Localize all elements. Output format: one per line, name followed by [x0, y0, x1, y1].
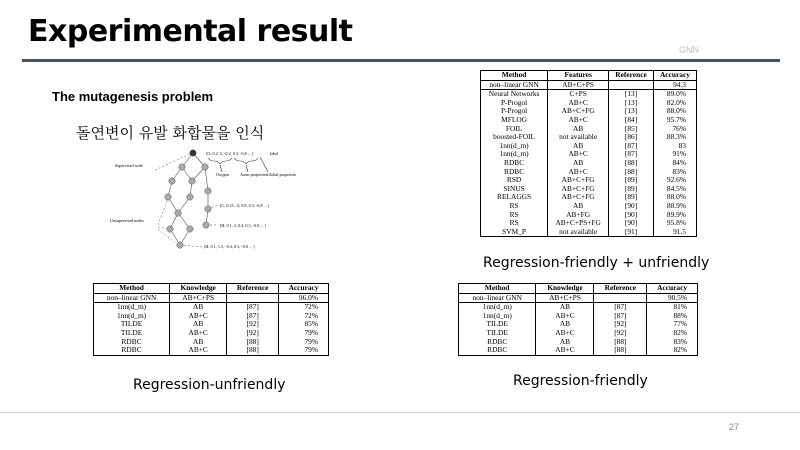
- method-cell: TILDE: [459, 320, 536, 329]
- accuracy-cell: 77%: [673, 319, 687, 329]
- reference-cell: [87]: [227, 303, 279, 312]
- accuracy-cell: 76%: [672, 123, 686, 133]
- method-cell: RS: [481, 219, 548, 228]
- header-knowledge: Knowledge: [536, 284, 594, 294]
- knowledge-cell: not available: [548, 133, 609, 142]
- knowledge-cell: AB+C: [536, 312, 594, 321]
- knowledge-cell: AB: [536, 338, 594, 347]
- method-cell: P-Progol: [481, 99, 548, 108]
- accuracy-cell: 90.5%: [647, 293, 698, 303]
- method-cell: RELAGGS: [481, 193, 548, 202]
- knowledge-cell: AB: [548, 142, 609, 151]
- method-cell: RS: [481, 211, 548, 220]
- header-reference: Reference: [594, 284, 647, 294]
- subheading: The mutagenesis problem: [52, 89, 214, 104]
- reference-cell: [92]: [594, 329, 647, 338]
- reference-cell: [92]: [227, 329, 279, 338]
- header-method: Method: [459, 284, 536, 294]
- reference-cell: [88]: [594, 338, 647, 347]
- method-cell: MFLOG: [481, 116, 548, 125]
- header-method: Method: [94, 284, 170, 294]
- diagram-label-atom: Atom properties: [240, 172, 268, 177]
- accuracy-cell: 82%: [673, 345, 687, 355]
- method-cell: RDBC: [94, 346, 170, 355]
- header-knowledge: Knowledge: [170, 284, 227, 294]
- accuracy-cell: 88.0%: [666, 106, 686, 116]
- knowledge-cell: AB+C+PS+FG: [548, 219, 609, 228]
- header-reference: Reference: [227, 284, 279, 294]
- reference-cell: [92]: [227, 320, 279, 329]
- diagram-label-h1: [H, 0.1, 2, 0.4, 0.3, -0.8 ... ]: [220, 223, 266, 228]
- method-cell: boosted-FOIL: [481, 133, 548, 142]
- diagram-label-top: [O, 0.2, 5, -0.2, 0.3, -0.8 ... ]: [206, 151, 254, 156]
- accuracy-cell: 88%: [673, 310, 687, 320]
- accuracy-cell: 88.0%: [666, 192, 686, 202]
- accuracy-cell: 83: [678, 140, 686, 150]
- accuracy-cell: 89.9%: [666, 209, 686, 219]
- caption-unfriendly: Regression-unfriendly: [133, 377, 286, 393]
- accuracy-cell: 81%: [673, 302, 687, 312]
- knowledge-cell: AB: [536, 303, 594, 312]
- knowledge-cell: AB+C: [170, 346, 227, 355]
- reference-cell: [86]: [609, 133, 654, 142]
- accuracy-cell: 79%: [304, 336, 318, 346]
- method-cell: 1nn(d_m): [94, 303, 170, 312]
- knowledge-cell: AB+C: [170, 312, 227, 321]
- reference-cell: [88]: [227, 338, 279, 347]
- accuracy-cell: 95.7%: [666, 114, 686, 124]
- accuracy-cell: 96.0%: [279, 293, 329, 303]
- reference-cell: [87]: [594, 303, 647, 312]
- method-cell: TILDE: [94, 329, 170, 338]
- method-cell: Neural Networks: [481, 90, 548, 99]
- knowledge-cell: AB: [548, 202, 609, 211]
- slide-title: Experimental result: [28, 14, 353, 49]
- reference-cell: [92]: [594, 320, 647, 329]
- table-row: [481, 228, 697, 237]
- reference-cell: [90]: [609, 202, 654, 211]
- molecule-graph-diagram: [110, 145, 320, 265]
- knowledge-cell: AB+C+FG: [548, 185, 609, 194]
- accuracy-cell: 84%: [672, 157, 686, 167]
- knowledge-cell: AB+C: [548, 99, 609, 108]
- page-number: 27: [729, 422, 740, 432]
- knowledge-cell: AB: [170, 303, 227, 312]
- gnn-tag: GNN: [679, 45, 699, 55]
- knowledge-cell: AB: [170, 320, 227, 329]
- header-features: Features: [548, 71, 609, 81]
- method-cell: non–linear GNN: [481, 80, 548, 90]
- results-table-overall: [480, 70, 697, 237]
- header-accuracy: Accuracy: [279, 284, 329, 294]
- method-cell: RSD: [481, 176, 548, 185]
- knowledge-cell: AB+C+PS: [548, 80, 609, 90]
- diagram-label-c: [C, 0.15, -2, 0.8, 0.3, -0.8 ... ]: [220, 203, 270, 208]
- accuracy-cell: 79%: [304, 345, 318, 355]
- method-cell: RDBC: [459, 346, 536, 355]
- caption-friendly: Regression-friendly: [513, 373, 648, 389]
- reference-cell: [88]: [609, 168, 654, 177]
- accuracy-cell: 88.3%: [666, 132, 686, 142]
- knowledge-cell: AB: [548, 125, 609, 134]
- accuracy-cell: 79%: [304, 327, 318, 337]
- results-table-unfriendly: [93, 283, 329, 356]
- diagram-label-supervised: Supervised node: [115, 163, 143, 168]
- reference-cell: [88]: [227, 346, 279, 355]
- knowledge-cell: AB+C: [548, 116, 609, 125]
- method-cell: 1nn(d_m): [481, 142, 548, 151]
- method-cell: RS: [481, 202, 548, 211]
- accuracy-cell: 91%: [672, 149, 686, 159]
- knowledge-cell: AB+C+PS: [170, 293, 227, 303]
- reference-cell: [13]: [609, 99, 654, 108]
- knowledge-cell: AB+C+FG: [548, 107, 609, 116]
- reference-cell: [90]: [609, 219, 654, 228]
- accuracy-cell: 95.8%: [666, 218, 686, 228]
- accuracy-cell: 82%: [673, 327, 687, 337]
- accuracy-cell: 82.0%: [666, 97, 686, 107]
- knowledge-cell: AB+C: [170, 329, 227, 338]
- accuracy-cell: 72%: [304, 302, 318, 312]
- method-cell: non–linear GNN: [94, 293, 170, 303]
- header-method: Method: [481, 71, 548, 81]
- knowledge-cell: AB+C: [536, 329, 594, 338]
- method-cell: 1nn(d_m): [459, 303, 536, 312]
- header-reference: Reference: [609, 71, 654, 81]
- accuracy-cell: 84.5%: [666, 183, 686, 193]
- accuracy-cell: 83%: [672, 166, 686, 176]
- reference-cell: [89]: [609, 193, 654, 202]
- method-cell: RDBC: [459, 338, 536, 347]
- method-cell: RDBC: [481, 159, 548, 168]
- reference-cell: [13]: [609, 107, 654, 116]
- method-cell: 1nn(d_m): [94, 312, 170, 321]
- accuracy-cell: 83%: [673, 336, 687, 346]
- reference-cell: [84]: [609, 116, 654, 125]
- accuracy-cell: 85%: [304, 319, 318, 329]
- accuracy-cell: 94.3: [653, 80, 696, 90]
- diagram-label-h2: [H, 0.1, 1.5, -0.4, 0.3, -0.8 ... ]: [204, 244, 255, 249]
- knowledge-cell: AB+FG: [548, 211, 609, 220]
- accuracy-cell: 91.5: [673, 226, 686, 236]
- reference-cell: [85]: [609, 125, 654, 134]
- caption-overall: Regression-friendly + unfriendly: [483, 255, 710, 271]
- diagram-label-global: Global properties: [267, 172, 297, 177]
- reference-cell: [90]: [609, 211, 654, 220]
- footer-rule: [0, 412, 800, 413]
- method-cell: TILDE: [94, 320, 170, 329]
- results-table-friendly: [458, 283, 698, 356]
- table-row: [459, 346, 698, 355]
- method-cell: RDBC: [94, 338, 170, 347]
- knowledge-cell: not available: [548, 228, 609, 237]
- diagram-label-label: label: [270, 151, 279, 156]
- method-cell: P-Progol: [481, 107, 548, 116]
- knowledge-cell: C+PS: [548, 90, 609, 99]
- reference-cell: [91]: [609, 228, 654, 237]
- method-cell: SINUS: [481, 185, 548, 194]
- knowledge-cell: AB+C: [548, 168, 609, 177]
- method-cell: RDBC: [481, 168, 548, 177]
- reference-cell: [89]: [609, 185, 654, 194]
- method-cell: 1nn(d_m): [481, 150, 548, 159]
- knowledge-cell: AB+C: [536, 346, 594, 355]
- accuracy-cell: 89.0%: [666, 89, 686, 99]
- reference-cell: [88]: [594, 346, 647, 355]
- title-rule: [22, 59, 780, 62]
- knowledge-cell: AB: [170, 338, 227, 347]
- diagram-label-oxygen: Oxygen: [216, 172, 230, 177]
- reference-cell: [87]: [609, 150, 654, 159]
- reference-cell: [88]: [609, 159, 654, 168]
- method-cell: 1nn(d_m): [459, 312, 536, 321]
- korean-caption: 돌연변이 유발 화합물을 인식: [76, 124, 265, 142]
- header-accuracy: Accuracy: [647, 284, 698, 294]
- accuracy-cell: 72%: [304, 310, 318, 320]
- method-cell: FOIL: [481, 125, 548, 134]
- method-cell: SVM_P: [481, 228, 548, 237]
- knowledge-cell: AB: [548, 159, 609, 168]
- accuracy-cell: 88.9%: [666, 200, 686, 210]
- knowledge-cell: AB: [536, 320, 594, 329]
- knowledge-cell: AB+C+FG: [548, 176, 609, 185]
- knowledge-cell: AB+C: [548, 150, 609, 159]
- reference-cell: [87]: [609, 142, 654, 151]
- method-cell: non–linear GNN: [459, 293, 536, 303]
- method-cell: TILDE: [459, 329, 536, 338]
- table-row: [94, 346, 329, 355]
- header-accuracy: Accuracy: [653, 71, 696, 81]
- knowledge-cell: AB+C+PS: [536, 293, 594, 303]
- diagram-label-unsupervised: Unsupervised nodes: [110, 218, 144, 223]
- reference-cell: [87]: [594, 312, 647, 321]
- reference-cell: [13]: [609, 90, 654, 99]
- knowledge-cell: AB+C+FG: [548, 193, 609, 202]
- reference-cell: [89]: [609, 176, 654, 185]
- accuracy-cell: 92.6%: [666, 175, 686, 185]
- reference-cell: [87]: [227, 312, 279, 321]
